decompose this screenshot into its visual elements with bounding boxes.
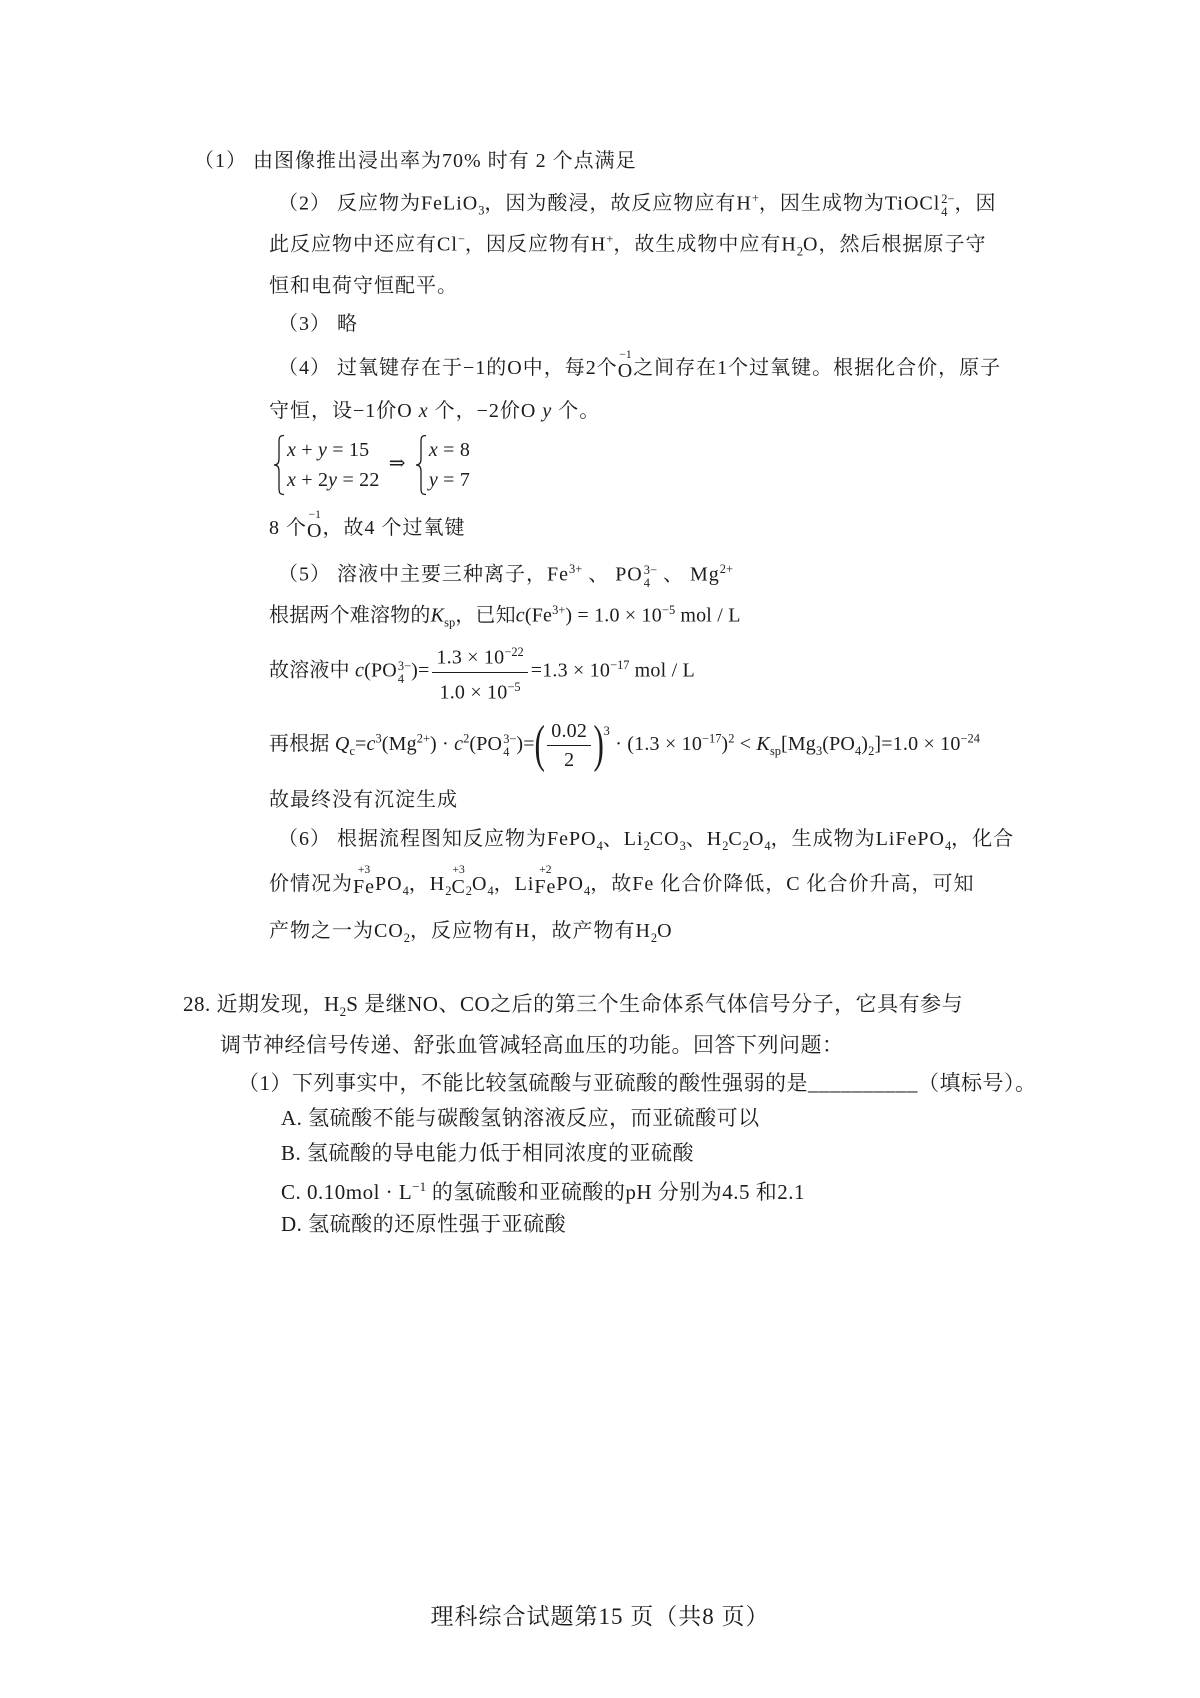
text-run: ，因: [954, 192, 997, 215]
superscript: 3+: [569, 561, 583, 576]
equation-row: [429, 435, 470, 465]
valence-mark: [307, 507, 323, 542]
italic-variable: K: [756, 732, 770, 755]
equation-rows: [287, 435, 380, 495]
text-run: 恒和电荷守恒配平。: [269, 275, 458, 297]
page-footer: 理科综合试题第15 页（共8 页）: [430, 1604, 770, 1629]
text-run: = 15: [327, 439, 370, 461]
superscript: 3+: [552, 602, 566, 617]
charge-superscript: 3−: [643, 563, 657, 578]
italic-variable: y: [428, 469, 438, 491]
text-run: 、: [656, 563, 690, 586]
text-run: O: [803, 233, 819, 256]
text-run: 调节神经信号传递、舒张血管减轻高血压的功能。回答下列问题：: [220, 1033, 844, 1057]
text-run: mol / L: [629, 659, 695, 682]
subscript: 3: [816, 743, 823, 758]
text-run: (Fe: [524, 604, 553, 627]
subscript: 2: [643, 838, 650, 853]
line-content: [269, 595, 741, 637]
text-run: CO: [374, 919, 404, 942]
big-parentheses: [535, 718, 610, 773]
text-run: ]=1.0 × 10: [874, 732, 961, 755]
text-run: )=: [411, 659, 430, 682]
valence-mark: [451, 863, 466, 898]
text-run: ，故4 个过氧键: [322, 517, 466, 539]
charge-stack: [503, 733, 516, 759]
parentheses-content: [544, 718, 594, 773]
solution-5-fraction-line: [269, 642, 695, 702]
subscript: 2: [650, 930, 658, 945]
fraction-denominator: [560, 746, 578, 773]
text-run: ，故产物有: [530, 919, 636, 942]
charge-stack: [398, 660, 411, 686]
equation-row: [287, 435, 380, 465]
text-run: H: [515, 919, 531, 942]
text-run: ⇒: [383, 452, 411, 475]
text-run: 8 个: [269, 517, 307, 539]
text-run: 0.02: [551, 719, 588, 742]
text-run: ，: [493, 872, 515, 895]
text-run: H: [324, 991, 340, 1016]
text-run: (Mg: [381, 732, 417, 755]
marked-symbol: O: [307, 520, 323, 542]
italic-variable: x: [287, 469, 297, 491]
text-run: ，已知: [455, 604, 516, 627]
superscript: −: [457, 231, 465, 246]
text-run: （4） 过氧键存在于−1的O中，每2个: [278, 357, 618, 379]
text-run: = 22: [337, 469, 380, 491]
text-run: + 2: [296, 469, 329, 491]
italic-variable: y: [317, 439, 328, 461]
text-run: B. 氢硫酸的导电能力低于相同浓度的亚硫酸: [281, 1141, 695, 1165]
line-content: [269, 863, 975, 906]
solution-6-line-3: [269, 904, 673, 964]
text-run: （6） 根据流程图知反应物为: [278, 827, 547, 850]
line-content: [281, 1209, 566, 1239]
line-content: [269, 507, 466, 543]
power-exponent: 3: [603, 723, 611, 738]
italic-variable: c: [366, 732, 376, 755]
text-run: （填标号）。: [918, 1071, 1037, 1095]
subscript: 4: [487, 883, 494, 898]
fraction: [432, 639, 527, 705]
text-run: 守恒，设−1价O: [269, 400, 419, 422]
subscript: 2: [445, 883, 452, 898]
left-parenthesis: (: [534, 716, 545, 773]
text-run: （3） 略: [278, 313, 358, 335]
text-run: ·: [610, 732, 628, 755]
line-content: [269, 785, 458, 815]
left-brace: [415, 434, 427, 496]
fraction-denominator: [436, 673, 525, 705]
text-run: （1）下列事实中，不能比较氢硫酸与亚硫酸的酸性强弱的是: [238, 1071, 808, 1095]
subscript: 2: [403, 930, 410, 945]
superscript: 2+: [719, 561, 733, 576]
text-run: ): [721, 732, 729, 755]
text-run: ，反应物有: [410, 919, 515, 942]
text-run: ，: [408, 872, 430, 895]
text-run: ，故Fe 化合价降低，C 化合价升高，可知: [590, 872, 975, 895]
italic-variable: y: [542, 400, 553, 422]
valence-mark: [617, 347, 634, 382]
text-run: （2） 反应物为: [278, 192, 421, 215]
text-run: ，因为酸浸，故反应物应有: [484, 192, 737, 215]
left-brace: [273, 434, 285, 496]
solution-5-ksp-line: [269, 586, 741, 646]
subscript: c: [349, 743, 355, 758]
valence-label: +3: [357, 863, 371, 877]
text-run: O: [748, 827, 765, 850]
italic-variable: x: [428, 439, 438, 461]
text-run: C. 0.10mol · L: [281, 1179, 413, 1204]
text-run: H: [635, 919, 651, 942]
charge-superscript: 3−: [397, 659, 412, 674]
text-run: Li: [514, 872, 535, 895]
text-run: ，故生成物中应有: [613, 233, 782, 256]
text-run: ，然后根据原子守: [818, 233, 987, 256]
line-content: [278, 347, 1002, 383]
text-run: H: [590, 233, 607, 256]
valence-label: −1: [308, 507, 321, 521]
text-run: 1.0 × 10: [439, 680, 508, 703]
subscript: 2: [742, 838, 749, 853]
italic-variable: Q: [334, 732, 350, 755]
fraction: [547, 718, 591, 773]
italic-variable: y: [328, 469, 338, 491]
text-run: Mg: [689, 563, 720, 586]
equation-row: [429, 465, 470, 495]
subscript: 3: [478, 203, 485, 218]
superscript: −17: [702, 731, 722, 746]
valence-mark: [353, 863, 375, 898]
text-run: [Mg: [780, 732, 817, 755]
text-run: +: [296, 439, 318, 461]
line-content: [194, 146, 637, 176]
marked-symbol: C: [451, 875, 466, 898]
marked-symbol: Fe: [353, 875, 375, 898]
text-run: 价情况为: [269, 872, 353, 895]
marked-symbol: Fe: [534, 875, 557, 898]
subscript: 2: [868, 743, 875, 758]
text-run: H: [736, 192, 752, 215]
text-run: （5） 溶液中主要三种离子，: [278, 563, 547, 586]
text-run: mol / L: [675, 604, 741, 627]
valence-label: +2: [539, 863, 552, 877]
text-run: Cl: [437, 233, 458, 256]
subscript: 2: [796, 244, 804, 259]
text-run: (PO: [469, 732, 503, 755]
line-content: [269, 916, 673, 953]
text-run: S 是继NO、CO之后的第三个生命体系气体信号分子，它具有参与: [346, 991, 964, 1016]
fraction-numerator: [547, 718, 591, 746]
italic-variable: c: [355, 659, 365, 682]
text-run: H: [781, 233, 797, 256]
text-run: C: [728, 827, 743, 850]
text-run: (PO: [364, 659, 397, 682]
text-run: ): [861, 732, 869, 755]
text-run: 、: [582, 563, 616, 586]
text-run: =: [354, 732, 367, 755]
text-run: FeLiO: [421, 192, 479, 215]
text-run: Li: [623, 827, 644, 850]
text-run: 的氢硫酸和亚硫酸的pH 分别为4.5 和2.1: [426, 1179, 806, 1204]
subscript: 4: [584, 883, 591, 898]
text-run: （1） 由图像推出浸出率为70% 时有 2 个点满足: [194, 150, 637, 172]
line-content: [278, 824, 1014, 861]
count-subscript: 4: [941, 205, 948, 220]
equation-row: [287, 465, 380, 495]
text-run: 1.3 × 10: [436, 646, 505, 669]
text-run: A. 氢硫酸不能与碳酸氢钠溶液反应，而亚硫酸可以: [281, 1106, 760, 1130]
text-run: CO: [649, 827, 680, 850]
valence-mark: [534, 863, 557, 898]
text-run: ) ·: [429, 732, 455, 755]
text-run: 个。: [552, 400, 601, 422]
italic-variable: x: [418, 400, 429, 422]
subscript: 4: [402, 883, 409, 898]
text-run: 、: [685, 827, 707, 850]
equation-system: [415, 434, 470, 496]
text-run: H: [429, 872, 446, 895]
text-run: = 8: [437, 439, 471, 461]
equation-rows: [429, 435, 470, 495]
right-parenthesis: ): [593, 716, 605, 773]
text-run: )=: [516, 732, 535, 755]
superscript: +: [606, 231, 614, 246]
count-subscript: 4: [643, 576, 650, 591]
count-subscript: 4: [397, 672, 405, 687]
text-run: ，因反应物有: [464, 233, 591, 256]
superscript: 2+: [416, 731, 430, 746]
text-run: (1.3 × 10: [627, 732, 703, 755]
italic-variable: c: [454, 732, 464, 755]
text-run: O: [471, 872, 488, 895]
text-run: 根据两个难溶物的: [269, 604, 431, 627]
text-run: 2: [564, 748, 575, 771]
subscript: 4: [855, 743, 862, 758]
text-run: TiOCl: [884, 192, 941, 215]
line-content: [269, 396, 600, 426]
text-run: =1.3 × 10: [530, 659, 611, 682]
text-run: = 7: [437, 469, 471, 491]
charge-superscript: 3−: [503, 732, 517, 747]
text-run: 、: [602, 827, 624, 850]
line-content: [278, 309, 358, 339]
subscript: 2: [465, 883, 472, 898]
superscript: 2: [728, 731, 735, 746]
text-run: ，生成物为: [770, 827, 876, 850]
valence-label: −1: [619, 347, 632, 361]
line-content: [269, 718, 980, 773]
superscript: −5: [661, 602, 676, 617]
solution-4-line-2: [269, 381, 600, 441]
text-run: PO: [375, 872, 403, 895]
subscript: 4: [596, 838, 603, 853]
subscript: sp: [769, 743, 781, 758]
text-run: __________: [808, 1071, 918, 1095]
line-content: [269, 639, 695, 705]
marked-symbol: O: [617, 360, 634, 382]
subscript: 4: [944, 838, 952, 853]
text-run: 此反应物中还应有: [269, 233, 437, 256]
superscript: −22: [504, 645, 524, 660]
text-run: Fe: [547, 563, 569, 586]
subscript: 2: [722, 838, 729, 853]
text-run: H: [706, 827, 723, 850]
subscript: 2: [339, 1004, 347, 1020]
solution-5-qc-line: [269, 715, 980, 775]
text-run: FePO: [547, 827, 597, 850]
equation-system: [273, 434, 380, 496]
text-run: O: [657, 919, 673, 942]
text-run: 故溶液中: [269, 659, 355, 682]
valence-label: +3: [452, 863, 465, 877]
superscript: −1: [412, 1178, 427, 1194]
superscript: 3: [375, 731, 382, 746]
subscript: sp: [444, 615, 456, 630]
italic-variable: c: [515, 604, 525, 627]
text-run: D. 氢硫酸的还原性强于亚硫酸: [281, 1212, 567, 1236]
text-run: 故最终没有沉淀生成: [269, 789, 458, 811]
text-run: PO: [615, 563, 643, 586]
text-run: <: [734, 732, 757, 755]
text-run: ，因生成物为: [758, 192, 885, 215]
line-content: [269, 434, 474, 496]
italic-variable: x: [287, 439, 297, 461]
text-run: 28. 近期发现，: [183, 991, 324, 1016]
charge-superscript: 2−: [941, 192, 955, 207]
superscript: 2: [463, 731, 470, 746]
subscript: 4: [764, 838, 771, 853]
count-subscript: 4: [503, 745, 510, 760]
line-content: [278, 554, 733, 590]
italic-variable: K: [430, 604, 445, 627]
text-run: (PO: [822, 732, 856, 755]
solution-4-equation-system: [269, 435, 474, 495]
superscript: −17: [610, 658, 630, 673]
text-run: LiFePO: [875, 827, 945, 850]
text-run: 产物之一为: [269, 919, 374, 942]
superscript: +: [751, 190, 759, 205]
text-run: 之间存在1个过氧键。根据化合价，原子: [633, 357, 1002, 379]
text-run: ，化合: [951, 827, 1015, 850]
superscript: −24: [960, 731, 980, 746]
text-run: 个，−2价O: [428, 400, 543, 422]
superscript: −5: [507, 679, 521, 694]
text-run: 再根据: [269, 732, 335, 755]
fraction-numerator: [432, 639, 527, 672]
subscript: 3: [679, 838, 686, 853]
text-run: ) = 1.0 × 10: [565, 604, 662, 627]
option-d: [281, 1194, 566, 1254]
text-run: PO: [556, 872, 584, 895]
